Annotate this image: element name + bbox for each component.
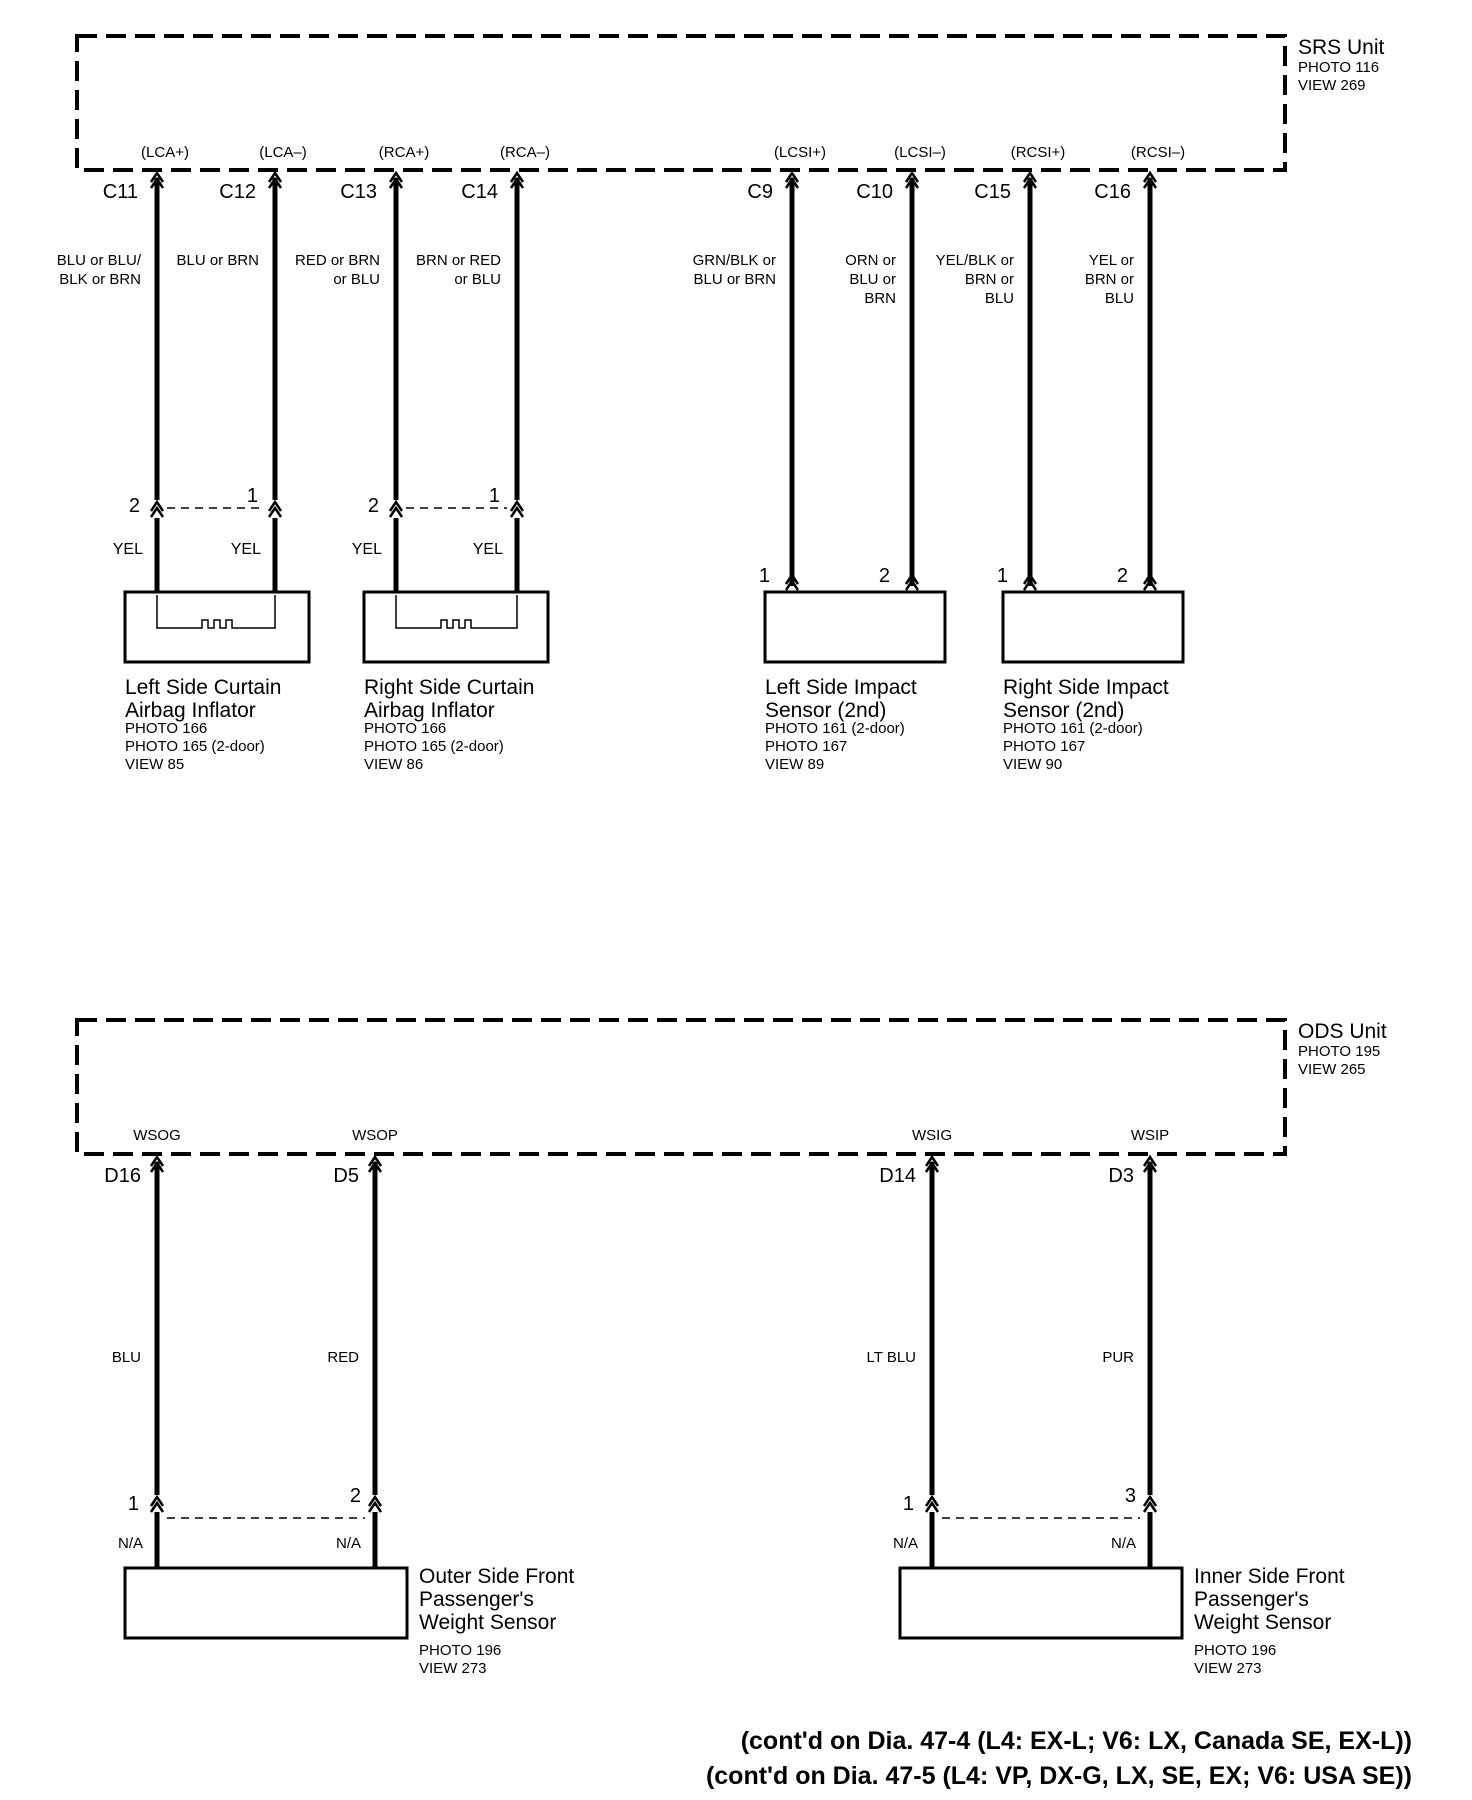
connector-icon [369, 1497, 381, 1512]
pigtail-color: YEL [351, 541, 382, 558]
ods-unit-outline [77, 1020, 1285, 1154]
pin-number: 1 [246, 485, 258, 507]
srs-signal-label: (RCA–) [499, 144, 551, 161]
wire-color-label: RED or BRN [294, 252, 380, 269]
connector-icon [390, 502, 402, 517]
ods-signal-label: WSOP [352, 1127, 398, 1144]
sensor-box [765, 592, 945, 662]
ods-pin-label: D3 [1108, 1165, 1134, 1187]
component-ref: VIEW 86 [364, 756, 424, 773]
ods-pin-label: D16 [104, 1165, 141, 1187]
wire-color-label: ORN or [845, 252, 896, 269]
ods-unit-title: ODS Unit [1298, 1020, 1387, 1043]
srs-unit-title: SRS Unit [1298, 36, 1385, 59]
srs-pin-label: C11 [102, 181, 138, 203]
component-name: Left Side Impact [765, 676, 917, 699]
component-name: Left Side Curtain [125, 676, 282, 699]
component-name: Passenger's [1194, 1588, 1309, 1611]
wire-color-label: PUR [1102, 1349, 1134, 1366]
wire-color-label: or BLU [454, 271, 501, 288]
component-name: Weight Sensor [419, 1611, 557, 1634]
pin-number: 1 [996, 565, 1008, 587]
srs-signal-label: (LCA–) [259, 144, 307, 161]
component-ref: PHOTO 196 [1194, 1642, 1277, 1659]
component-name: Right Side Curtain [364, 676, 535, 699]
connector-icon [786, 575, 798, 590]
wire-color-label: BLK or BRN [59, 271, 141, 288]
component-ref: PHOTO 167 [1003, 738, 1086, 755]
component-ref: PHOTO 161 (2-door) [765, 720, 905, 737]
pigtail-color: N/A [335, 1535, 361, 1552]
component-name: Weight Sensor [1194, 1611, 1332, 1634]
ods-unit-ref: VIEW 265 [1298, 1061, 1366, 1078]
component-name: Right Side Impact [1003, 676, 1169, 699]
srs-pin-label: C15 [974, 181, 1011, 203]
srs-signal-label: (LCA+) [141, 144, 189, 161]
pin-number: 2 [349, 1485, 361, 1507]
pigtail-color: N/A [892, 1535, 918, 1552]
connector-icon [269, 502, 281, 517]
connector-icon [1144, 575, 1156, 590]
component-name: Airbag Inflator [364, 699, 495, 722]
pin-number: 3 [1124, 1485, 1136, 1507]
ods-pin-label: D5 [333, 1165, 359, 1187]
connector-icon [906, 575, 918, 590]
wire-color-label: BRN or [1084, 271, 1134, 288]
ods-signal-label: WSIP [1130, 1127, 1170, 1144]
connector-icon [151, 1497, 163, 1512]
ods-signal-label: WSIG [912, 1127, 952, 1144]
wire-color-label: BLU or [849, 271, 896, 288]
srs-signal-label: (LCSI+) [773, 144, 827, 161]
pin-number: 1 [488, 485, 500, 507]
continuation-note-1: (cont'd on Dia. 47-4 (L4: EX-L; V6: LX, Canada SE, EX-L)) [740, 1727, 1412, 1755]
component-ref: VIEW 89 [765, 756, 825, 773]
wire-color-label: RED [327, 1349, 359, 1366]
srs-pin-label: C13 [340, 181, 377, 203]
srs-signal-label: (LCSI–) [894, 144, 946, 161]
wire-color-label: BLU [1104, 290, 1134, 307]
pigtail-color: YEL [230, 541, 261, 558]
inflator-element-icon [157, 595, 275, 628]
srs-signal-label: (RCA+) [378, 144, 430, 161]
srs-unit-ref: VIEW 269 [1298, 77, 1366, 94]
wire-color-label: YEL or [1088, 252, 1134, 269]
srs-signal-label: (RCSI–) [1130, 144, 1186, 161]
component-ref: PHOTO 166 [364, 720, 447, 737]
pigtail-color: N/A [1110, 1535, 1136, 1552]
component-ref: PHOTO 165 (2-door) [125, 738, 265, 755]
ods-signal-label: WSOG [133, 1127, 181, 1144]
wire-color-label: YEL/BLK or [935, 252, 1014, 269]
component-name: Outer Side Front [419, 1565, 575, 1588]
pin-number: 1 [758, 565, 770, 587]
wire-color-label: LT BLU [866, 1349, 916, 1366]
wire-color-label: BLU or BRN [693, 271, 776, 288]
srs-pin-label: C10 [856, 181, 893, 203]
wire-color-label: BRN or [964, 271, 1014, 288]
pigtail-color: N/A [117, 1535, 143, 1552]
wire-color-label: BRN [864, 290, 896, 307]
pin-number: 1 [902, 1493, 914, 1515]
ods-pin-label: D14 [879, 1165, 916, 1187]
component-ref: VIEW 85 [125, 756, 185, 773]
component-name: Passenger's [419, 1588, 534, 1611]
component-ref: VIEW 90 [1003, 756, 1063, 773]
srs-unit-ref: PHOTO 116 [1298, 59, 1380, 76]
connector-icon [1144, 1497, 1156, 1512]
pigtail-color: YEL [472, 541, 503, 558]
component-ref: VIEW 273 [419, 1660, 487, 1677]
wire-color-label: BLU [111, 1349, 141, 1366]
component-ref: PHOTO 161 (2-door) [1003, 720, 1143, 737]
component-name: Inner Side Front [1194, 1565, 1345, 1588]
wire-color-label: BLU or BRN [176, 252, 259, 269]
pin-number: 2 [878, 565, 890, 587]
continuation-note-2: (cont'd on Dia. 47-5 (L4: VP, DX-G, LX, SE, EX; V6: USA SE)) [705, 1762, 1412, 1790]
inflator-box [364, 592, 548, 662]
weight-sensor-box [900, 1568, 1182, 1638]
srs-pin-label: C9 [747, 181, 773, 203]
srs-unit-outline [77, 36, 1285, 170]
component-ref: PHOTO 165 (2-door) [364, 738, 504, 755]
component-name: Airbag Inflator [125, 699, 256, 722]
ods-unit-ref: PHOTO 195 [1298, 1043, 1381, 1060]
pin-number: 2 [1116, 565, 1128, 587]
component-ref: PHOTO 196 [419, 1642, 502, 1659]
srs-pin-label: C12 [219, 181, 256, 203]
inflator-element-icon [396, 595, 517, 628]
wire-color-label: BLU or BLU/ [56, 252, 141, 269]
pin-number: 2 [128, 495, 140, 517]
connector-icon [511, 502, 523, 517]
component-ref: VIEW 273 [1194, 1660, 1262, 1677]
wire-color-label: GRN/BLK or [692, 252, 776, 269]
pin-number: 1 [127, 1493, 139, 1515]
wire-color-label: BRN or RED [415, 252, 501, 269]
connector-icon [926, 1497, 938, 1512]
component-name: Sensor (2nd) [765, 699, 887, 722]
component-ref: PHOTO 166 [125, 720, 208, 737]
weight-sensor-box [125, 1568, 407, 1638]
wire-color-label: or BLU [333, 271, 380, 288]
pin-number: 2 [367, 495, 379, 517]
connector-icon [1024, 575, 1036, 590]
pigtail-color: YEL [112, 541, 143, 558]
srs-signal-label: (RCSI+) [1010, 144, 1066, 161]
srs-pin-label: C14 [461, 181, 498, 203]
srs-pin-label: C16 [1094, 181, 1131, 203]
connector-icon [151, 502, 163, 517]
inflator-box [125, 592, 309, 662]
wire-color-label: BLU [984, 290, 1014, 307]
component-ref: PHOTO 167 [765, 738, 848, 755]
component-name: Sensor (2nd) [1003, 699, 1125, 722]
sensor-box [1003, 592, 1183, 662]
